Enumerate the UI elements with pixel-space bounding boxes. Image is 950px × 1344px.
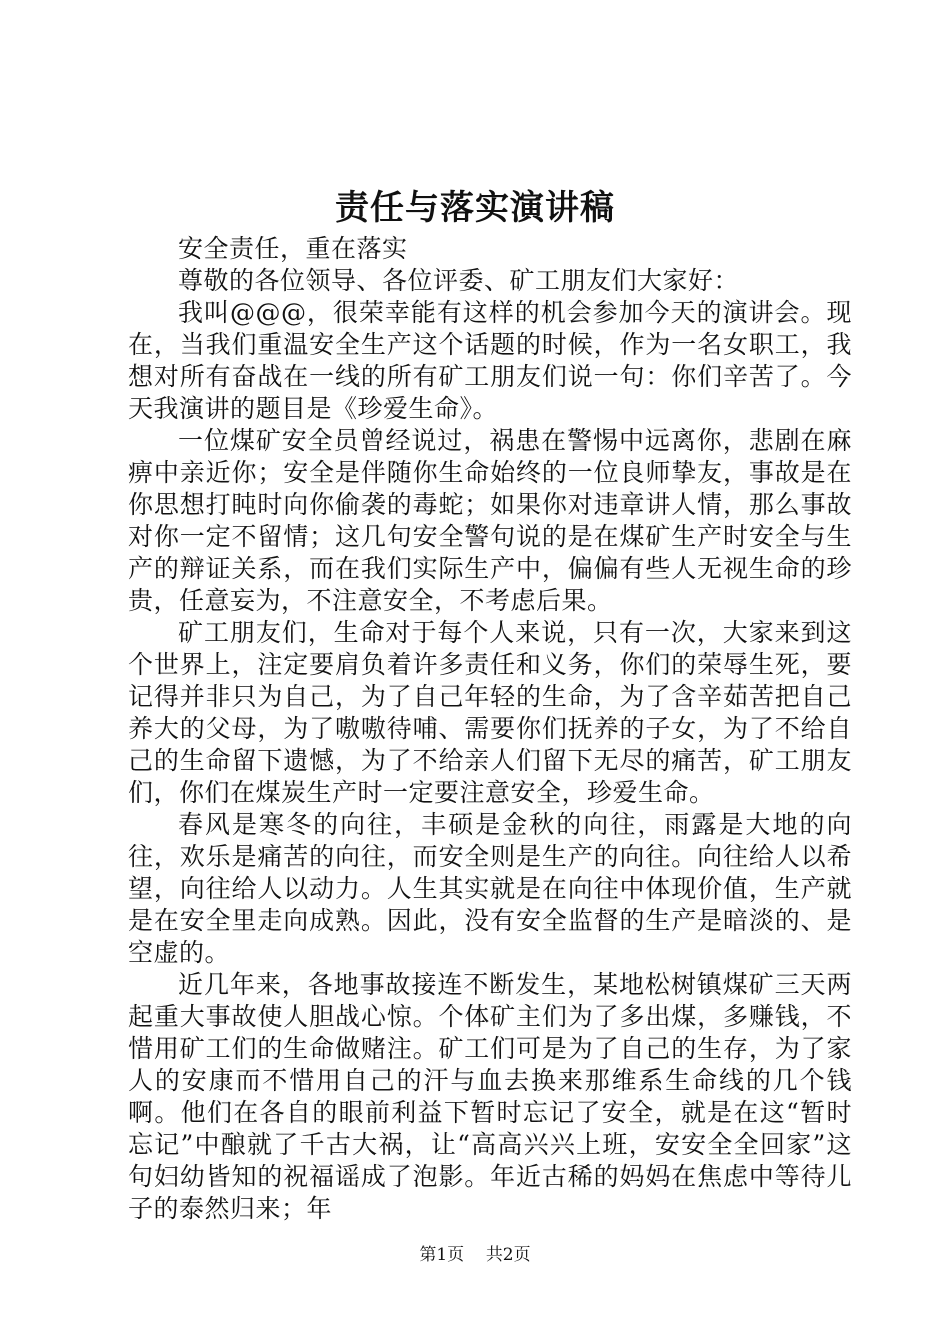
page-separator [470, 1245, 481, 1265]
paragraph: 矿工朋友们，生命对于每个人来说，只有一次，大家来到这个世界上，注定要肩负着许多责任和义务，你们的荣辱生死，要记得并非只为自己，为了自己年轻的生命，为了含辛茹苦把自己养大的父母，为了嗷嗷待哺、需要你们抚养的子女，为了不给自己的生命留下遗憾，为了不给亲人们留下无尽的痛苦，矿工朋友们，你们在煤炭生产时一定要注意安全，珍爱生命。 [128, 618, 852, 807]
paragraph: 春风是寒冬的向往，丰硕是金秋的向往，雨露是大地的向往，欢乐是痛苦的向往，而安全则是生产的向往。向往给人以希望，向往给人以动力。人生其实就是在向往中体现价值，生产就是在安全里走向成熟。因此，没有安全监督的生产是暗淡的、是空虚的。 [128, 810, 852, 967]
document-title: 责任与落实演讲稿 [335, 188, 615, 228]
page-footer [0, 1243, 950, 1267]
page-total: 共2页 [485, 1245, 531, 1265]
page-number: 第1页 [419, 1245, 465, 1265]
document-body [128, 233, 852, 1225]
paragraph: 一位煤矿安全员曾经说过，祸患在警惕中远离你，悲剧在麻痹中亲近你；安全是伴随你生命始终的一位良师挚友，事故是在你思想打盹时向你偷袭的毒蛇；如果你对违章讲人情，那么事故对你一定不留情；这几句安全警句说的是在煤矿生产时安全与生产的辩证关系，而在我们实际生产中，偏偏有些人无视生命的珍贵，任意妄为，不注意安全，不考虑后果。 [128, 426, 852, 615]
paragraph: 我叫@@@，很荣幸能有这样的机会参加今天的演讲会。现在，当我们重温安全生产这个话题的时候，作为一名女职工，我想对所有奋战在一线的所有矿工朋友们说一句：你们辛苦了。今天我演讲的题目是《珍爱生命》。 [128, 298, 852, 423]
paragraph: 近几年来，各地事故接连不断发生，某地松树镇煤矿三天两起重大事故使人胆战心惊。个体矿主们为了多出煤，多赚钱，不惜用矿工们的生命做赌注。矿工们可是为了自己的生存，为了家人的安康而不惜用自己的汗与血去换来那维系生命线的几个钱啊。他们在各自的眼前利益下暂时忘记了安全，就是在这“暂时忘记”中酿就了千古大祸，让“高高兴兴上班，安安全全回家”这句妇幼皆知的祝福谣成了泡影。年近古稀的妈妈在焦虑中等待儿子的泰然归来；年 [128, 970, 852, 1223]
paragraph-greeting: 尊敬的各位领导、各位评委、矿工朋友们大家好： [178, 266, 740, 295]
paragraph-subtitle: 安全责任，重在落实 [178, 234, 408, 263]
